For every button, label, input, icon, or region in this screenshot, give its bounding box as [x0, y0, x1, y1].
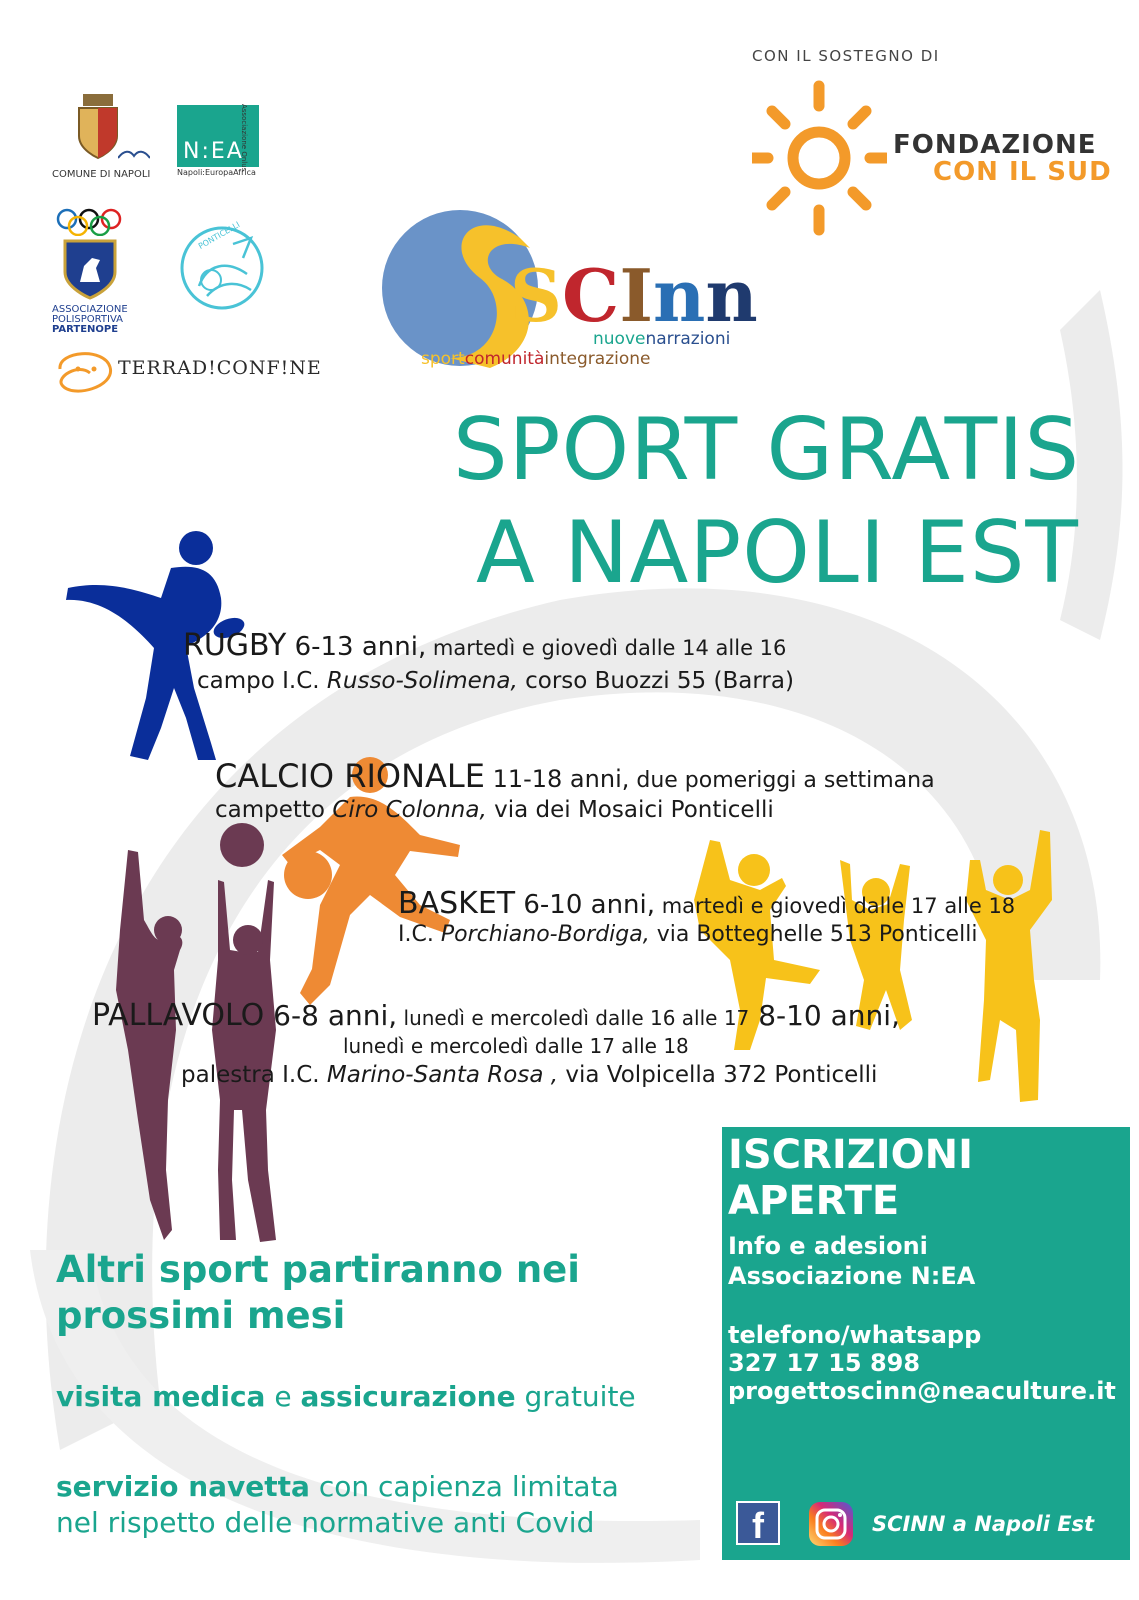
- rugby-name: RUGBY: [183, 628, 287, 663]
- basket-name: BASKET: [398, 886, 516, 921]
- pallavolo-line3: [181, 1062, 877, 1088]
- association-label: Associazione N:EA: [728, 1262, 976, 1290]
- tagline-integrazione: integrazione: [544, 349, 651, 369]
- shuttle-line1: [56, 1470, 619, 1503]
- shuttle-rest: con capienza limitata: [309, 1470, 619, 1503]
- basket-schedule: martedì e giovedì dalle 17 alle 18: [655, 894, 1016, 918]
- scinn-letter-n2: n: [705, 253, 758, 338]
- shuttle-line2: nel rispetto delle normative anti Covid: [56, 1506, 595, 1539]
- polisportiva-label-1: ASSOCIAZIONE: [52, 304, 128, 315]
- nea-logo-text: N:EA: [183, 139, 244, 164]
- pallavolo-age2: 8-10 anni,: [749, 999, 900, 1032]
- other-sports-line1: Altri sport partiranno nei: [56, 1248, 580, 1291]
- calcio-age: 11-18 anni,: [484, 765, 630, 793]
- sun-icon: [752, 78, 887, 238]
- pallavolo-line2: lunedì e mercoledì dalle 17 alle 18: [343, 1034, 689, 1058]
- terradiconfine-label: TERRAD!CONF!NE: [118, 357, 322, 379]
- scinn-tagline-top: [593, 329, 730, 349]
- medical-bold: visita medica: [56, 1380, 266, 1413]
- registration-box: [722, 1127, 1130, 1560]
- pallavolo-age: 6-8 anni,: [264, 999, 398, 1032]
- info-label: Info e adesioni: [728, 1232, 928, 1260]
- scinn-letter-c: C: [562, 253, 620, 338]
- social-label: SCINN a Napoli Est: [872, 1512, 1095, 1536]
- pallavolo-place-post: via Volpicella 372 Ponticelli: [558, 1062, 878, 1088]
- medical-mid: e: [265, 1380, 301, 1413]
- pallavolo-place-pre: palestra I.C.: [181, 1062, 327, 1088]
- pallavolo-name: PALLAVOLO: [92, 998, 265, 1033]
- tagline-narrazioni: narrazioni: [645, 329, 731, 349]
- sponsor-caption: CON IL SOSTEGNO DI: [752, 47, 940, 65]
- basket-line2: [398, 922, 977, 947]
- scinn-letter-i: I: [619, 253, 653, 338]
- rugby-age: 6-13 anni,: [286, 632, 427, 662]
- scinn-tagline-bottom: [421, 349, 651, 369]
- rugby-place-pre: campo I.C.: [197, 668, 327, 694]
- volleyball-players-silhouette: [108, 840, 308, 1260]
- tagline-nuove: nuove: [593, 329, 646, 349]
- calcio-place-post: via dei Mosaici Ponticelli: [486, 797, 774, 823]
- calcio-place-pre: campetto: [215, 797, 333, 823]
- pallavolo-schedule: lunedì e mercoledì dalle 16 alle 17: [397, 1006, 750, 1030]
- ponticelli-label: PONTICELLI: [196, 220, 242, 251]
- instagram-icon[interactable]: [808, 1501, 854, 1547]
- rugby-line1: [183, 628, 786, 663]
- polisportiva-label-2: POLISPORTIVA: [52, 314, 123, 325]
- calcio-name: CALCIO RIONALE: [215, 757, 485, 795]
- rugby-place-post: corso Buozzi 55 (Barra): [517, 668, 794, 694]
- registration-heading-2: APERTE: [728, 1178, 900, 1224]
- polisportiva-label: [52, 305, 128, 335]
- medical-end: gratuite: [515, 1380, 636, 1413]
- nea-sub-label: Napoli:EuropaAfrica: [177, 168, 256, 177]
- horse-shield-icon: [62, 238, 118, 300]
- rugby-line2: [197, 668, 794, 694]
- calcio-line2: [215, 797, 774, 823]
- phone-label: telefono/whatsapp: [728, 1321, 982, 1349]
- rugby-place-school: Russo-Solimena,: [326, 668, 518, 694]
- calcio-schedule: due pomeriggi a settimana: [629, 768, 935, 793]
- facebook-glyph: f: [752, 1505, 764, 1546]
- facebook-icon[interactable]: [736, 1501, 780, 1545]
- calcio-line1: [215, 757, 935, 795]
- basket-place-pre: I.C.: [398, 922, 441, 947]
- scinn-logo-letters: [510, 253, 758, 338]
- scinn-letter-s: S: [510, 253, 562, 338]
- polisportiva-label-3: PARTENOPE: [52, 324, 119, 335]
- tagline-comunita: comunità: [464, 349, 545, 369]
- nea-side-label: Associazione Onlus: [240, 104, 248, 172]
- calcio-place-school: Ciro Colonna,: [332, 797, 487, 823]
- basket-age: 6-10 anni,: [515, 890, 656, 920]
- comune-napoli-label: COMUNE DI NAPOLI: [52, 169, 151, 180]
- terradiconfine-face-icon: [50, 345, 120, 397]
- sponsor-name-line2: CON IL SUD: [933, 157, 1112, 187]
- email-link[interactable]: progettoscinn@neaculture.it: [728, 1377, 1116, 1405]
- phone-number[interactable]: 327 17 15 898: [728, 1349, 921, 1377]
- comune-napoli-crest-icon: [75, 92, 121, 162]
- scinn-letter-n1: n: [653, 253, 706, 338]
- rugby-schedule: martedì e giovedì dalle 14 alle 16: [426, 636, 787, 660]
- other-sports-line2: prossimi mesi: [56, 1294, 346, 1337]
- wave-icon: [118, 148, 150, 162]
- basket-place-post: via Botteghelle 513 Ponticelli: [649, 922, 978, 947]
- page-title-line1: SPORT GRATIS: [453, 400, 1081, 500]
- insurance-bold: assicurazione: [300, 1380, 516, 1413]
- shuttle-bold: servizio navetta: [56, 1470, 310, 1503]
- pallavolo-place-school: Marino-Santa Rosa ,: [326, 1062, 559, 1088]
- sponsor-name-line1: FONDAZIONE: [893, 130, 1097, 160]
- pallavolo-line1: [92, 998, 900, 1033]
- tagline-sport: sport: [421, 349, 465, 369]
- page-title-line2: A NAPOLI EST: [476, 503, 1079, 603]
- olympic-rings-icon: [56, 208, 122, 236]
- medical-insurance-line: [56, 1380, 636, 1413]
- basket-place-school: Porchiano-Bordiga,: [440, 922, 650, 947]
- basket-line1: [398, 886, 1015, 921]
- registration-heading-1: ISCRIZIONI: [728, 1132, 973, 1178]
